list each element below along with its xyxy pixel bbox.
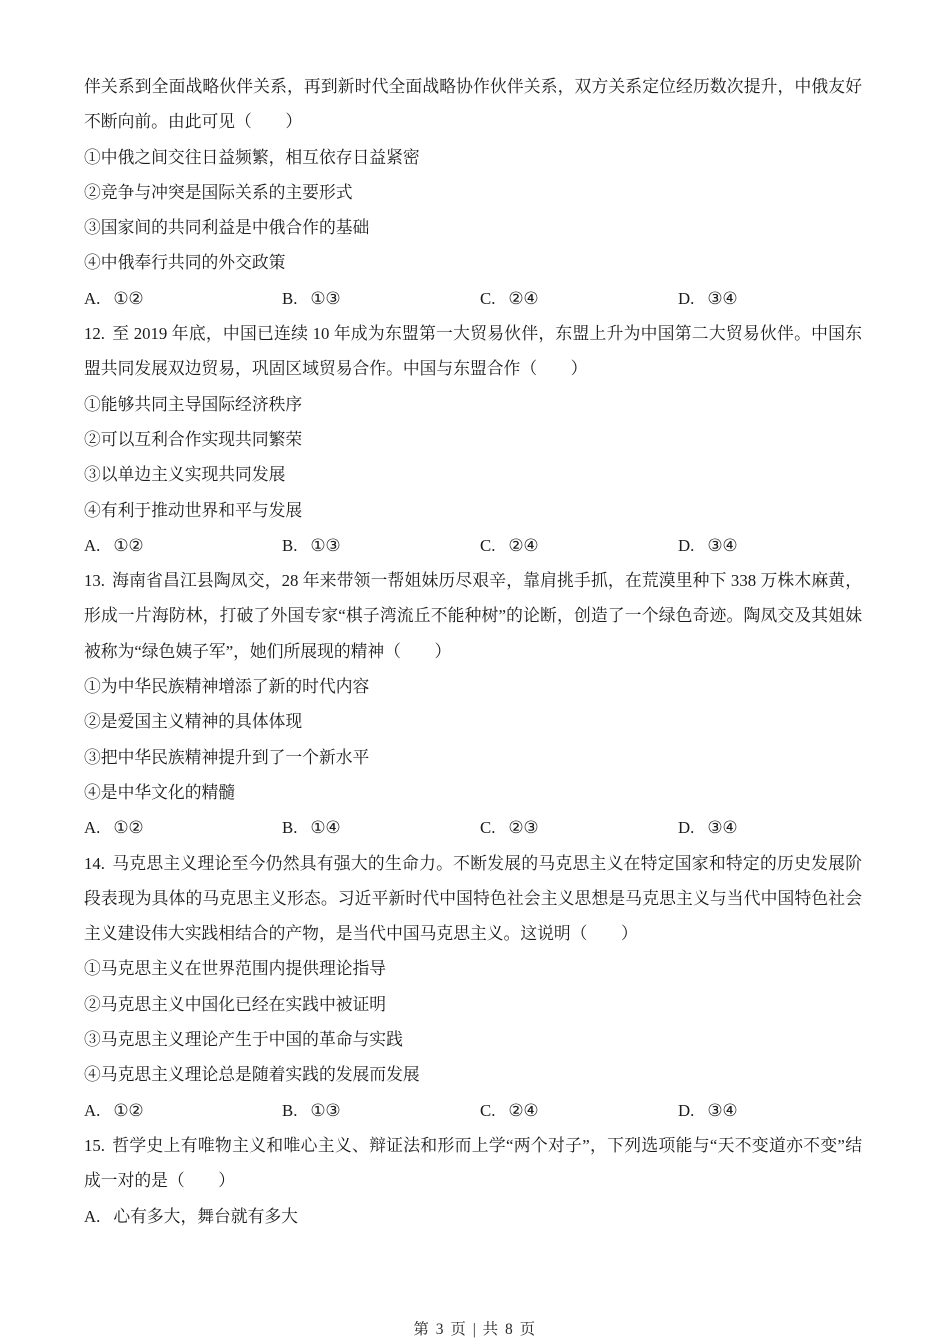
question-stem [84, 563, 862, 669]
page-number: 第 3 页 | 共 8 页 [413, 1321, 537, 1338]
choice-text: ①② [113, 1100, 144, 1120]
choice-text: ①④ [310, 818, 341, 838]
choice-label: D. [678, 535, 695, 555]
choice-c [480, 528, 678, 563]
statement-item-4: ④是中华文化的精髓 [84, 782, 236, 802]
choice-a [84, 528, 282, 563]
choice-a [84, 281, 282, 316]
choice-label: C. [480, 535, 496, 555]
choice-a-line [84, 1199, 862, 1234]
choice-a [84, 810, 282, 845]
question-stem-text: 哲学史上有唯物主义和唯心主义、辩证法和形而上学“两个对子”，下列选项能与“天不变道亦不变”结成一对的是（ ） [84, 1135, 862, 1191]
choice-label: A. [84, 1100, 101, 1120]
choice-label: B. [282, 818, 298, 838]
choice-label: C. [480, 288, 496, 308]
choice-b [282, 810, 480, 845]
question-stem-text: 至 2019 年底，中国已连续 10 年成为东盟第一大贸易伙伴，东盟上升为中国第二大贸易伙伴。中国东盟共同发展双边贸易，巩固区域贸易合作。中国与东盟合作（ ） [84, 324, 862, 379]
choice-b [282, 1093, 480, 1128]
question-stem [84, 316, 862, 387]
choice-text: ②④ [508, 535, 539, 555]
choice-label: A. [84, 535, 101, 555]
statement-item-3: ③马克思主义理论产生于中国的革命与实践 [84, 1030, 403, 1050]
question-stem-text: 伴关系到全面战略伙伴关系，再到新时代全面战略协作伙伴关系，双方关系定位经历数次提升，中俄友好不断向前。由此可见（ ） [84, 77, 862, 132]
choice-label: B. [282, 535, 298, 555]
question-stem-text: 海南省昌江县陶凤交，28 年来带领一帮姐妹历尽艰辛，靠肩挑手抓，在荒漠里种下 338 万株木麻黄，形成一片海防林，打破了外国专家“棋子湾流丘不能种树”的论断，创造了一个绿色奇迹。陶凤交及其姐妹被称为“绿色姨子军”，她们所展现的精神（ ） [84, 571, 862, 661]
choice-text: ②④ [508, 1100, 539, 1120]
choice-text: ①③ [310, 288, 341, 308]
choice-row [84, 281, 862, 316]
question-12 [84, 316, 862, 563]
choice-b [282, 281, 480, 316]
choice-c [480, 1093, 678, 1128]
choice-text: ②④ [508, 288, 539, 308]
question-stem [84, 846, 862, 952]
choice-text: ②③ [508, 818, 539, 838]
choice-label: A. [84, 818, 101, 838]
question-14 [84, 846, 862, 1128]
choice-label: B. [282, 288, 298, 308]
choice-row [84, 1093, 862, 1128]
choice-d [678, 1093, 737, 1128]
statement-item-3: ③把中华民族精神提升到了一个新水平 [84, 747, 370, 767]
question-13 [84, 563, 862, 845]
statement-item-4: ④马克思主义理论总是随着实践的发展而发展 [84, 1065, 420, 1085]
choice-b [282, 528, 480, 563]
page-footer [0, 1320, 950, 1339]
question-15 [84, 1128, 862, 1234]
choice-text: ①② [113, 818, 144, 838]
choice-c [480, 810, 678, 845]
choice-label: A. [84, 1206, 101, 1226]
statement-item-4: ④有利于推动世界和平与发展 [84, 500, 303, 520]
choice-d [678, 810, 737, 845]
choice-text: ③④ [707, 535, 738, 555]
choice-label: C. [480, 1100, 496, 1120]
question-number: 12. [84, 324, 105, 344]
choice-d [678, 528, 737, 563]
question-number: 13. [84, 571, 105, 591]
statement-item-4: ④中俄奉行共同的外交政策 [84, 253, 286, 273]
question-number: 14. [84, 853, 105, 873]
choice-text: ③④ [707, 288, 738, 308]
statement-item-1: ①为中华民族精神增添了新的时代内容 [84, 677, 370, 697]
choice-text: ③④ [707, 1100, 738, 1120]
choice-label: C. [480, 818, 496, 838]
statement-item-2: ②马克思主义中国化已经在实践中被证明 [84, 994, 387, 1014]
choice-label: D. [678, 288, 695, 308]
choice-row [84, 810, 862, 845]
statement-item-3: ③以单边主义实现共同发展 [84, 465, 286, 485]
choice-label: A. [84, 288, 101, 308]
choice-a [84, 1093, 282, 1128]
choice-text: ③④ [707, 818, 738, 838]
choice-row [84, 528, 862, 563]
statement-item-1: ①能够共同主导国际经济秩序 [84, 394, 303, 414]
statement-item-3: ③国家间的共同利益是中俄合作的基础 [84, 218, 370, 238]
question-stem [84, 69, 862, 140]
choice-d [678, 281, 737, 316]
statement-item-1: ①中俄之间交往日益频繁，相互依存日益紧密 [84, 147, 420, 167]
choice-c [480, 281, 678, 316]
choice-text: 心有多大，舞台就有多大 [113, 1206, 298, 1226]
question-stem-text: 马克思主义理论至今仍然具有强大的生命力。不断发展的马克思主义在特定国家和特定的历史发展阶段表现为具体的马克思主义形态。习近平新时代中国特色社会主义思想是马克思主义与当代中国特色社会主义建设伟大实践相结合的产物，是当代中国马克思主义。这说明（ ） [84, 853, 862, 944]
statement-item-2: ②可以互利合作实现共同繁荣 [84, 429, 303, 449]
question-stem [84, 1128, 862, 1199]
choice-text: ①③ [310, 535, 341, 555]
choice-label: B. [282, 1100, 298, 1120]
choice-text: ①② [113, 288, 144, 308]
choice-text: ①② [113, 535, 144, 555]
choice-label: D. [678, 1100, 695, 1120]
question-number: 15. [84, 1135, 105, 1155]
choice-text: ①③ [310, 1100, 341, 1120]
statement-item-2: ②是爱国主义精神的具体体现 [84, 712, 303, 732]
choice-label: D. [678, 818, 695, 838]
page-content [84, 69, 862, 1234]
question-11-continuation [84, 69, 862, 316]
statement-item-1: ①马克思主义在世界范围内提供理论指导 [84, 959, 387, 979]
statement-item-2: ②竞争与冲突是国际关系的主要形式 [84, 182, 353, 202]
